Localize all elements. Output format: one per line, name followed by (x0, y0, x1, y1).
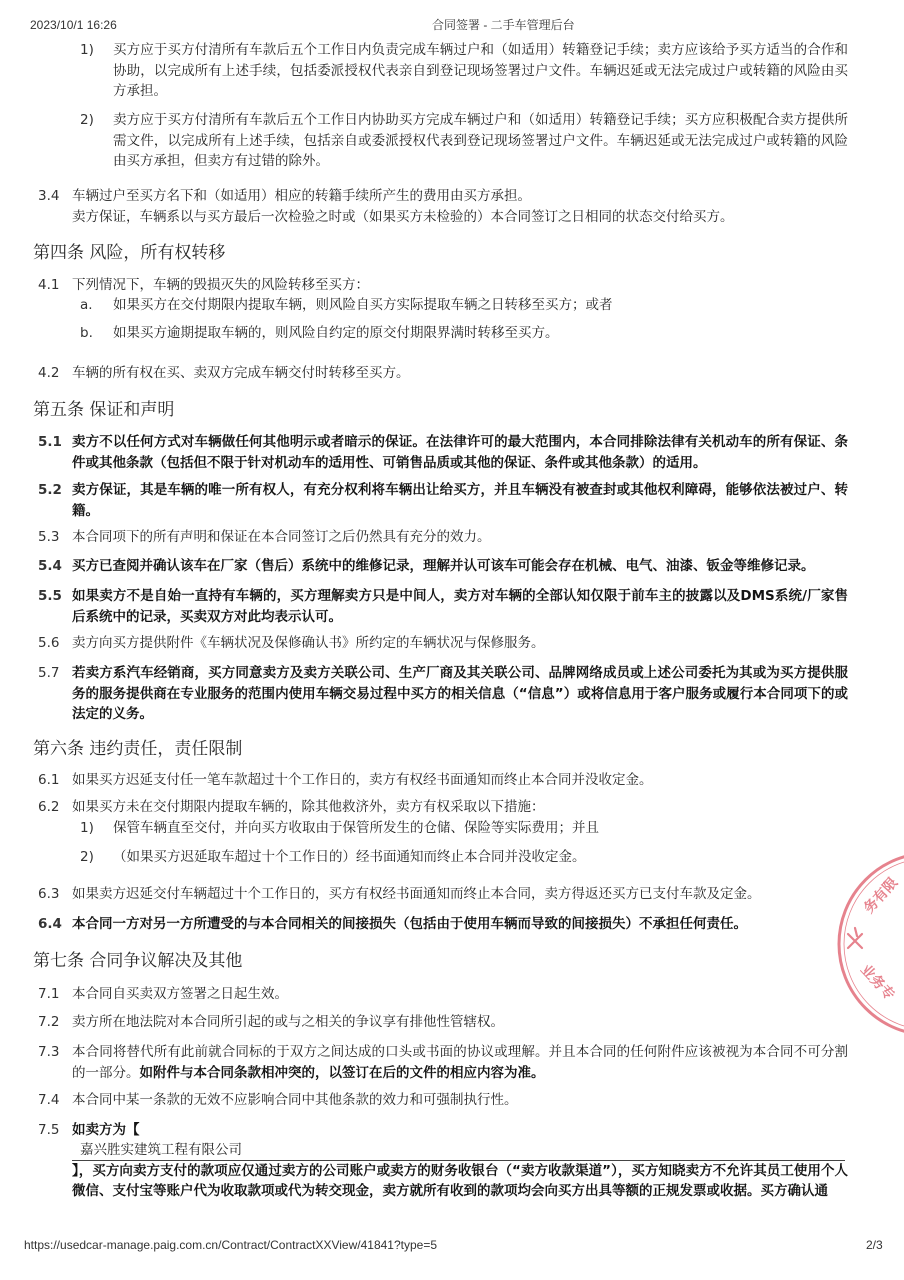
clause-number: 6.1 (38, 772, 60, 788)
seal-lettering-top: 务有限 (861, 874, 902, 917)
clause-body (72, 186, 848, 227)
clause-4-1-item-a (80, 295, 848, 316)
clause-number: 6.4 (38, 916, 62, 932)
clause-number: 5.1 (38, 434, 62, 450)
clause-text: 本合同项下的所有声明和保证在本合同签订之后仍然具有充分的效力。 (72, 529, 491, 545)
clause-text: 卖方保证，其是车辆的唯一所有权人，有充分权利将车辆出让给买方，并且车辆没有被查封或其他权利障碍，能够依法被过户、转籍。 (72, 482, 848, 519)
seal-mark (848, 928, 862, 948)
clause-lead-text: 如卖方为【 (72, 1122, 140, 1138)
clause-text-continued: 卖方保证，车辆系以与买方最后一次检验之时或（如果买方未检验的）本合同签订之日相同的状态交付给买方。 (72, 208, 734, 225)
clause-5-2 (38, 480, 848, 521)
clause-number: 7.2 (38, 1014, 60, 1030)
clause-7-3 (38, 1042, 848, 1083)
clause-5-5 (38, 586, 848, 627)
clause-6-2-item-1 (80, 818, 848, 839)
clause-6-2-item-2 (80, 847, 848, 868)
page-number: 2/3 (866, 1238, 883, 1252)
clause-number: 7.3 (38, 1044, 60, 1060)
clause-7-2 (38, 1012, 848, 1033)
clause-text: 本合同中某一条款的无效不应影响合同中其他条款的效力和可强制执行性。 (72, 1092, 518, 1108)
article-6-heading: 第六条 违约责任，责任限制 (33, 739, 243, 759)
item-marker: b. (80, 325, 93, 341)
clause-3-4 (38, 186, 848, 227)
clause-text: 卖方所在地法院对本合同所引起的或与之相关的争议享有排他性管辖权。 (72, 1014, 504, 1030)
item-marker: 1) (80, 42, 94, 58)
clause-number: 5.2 (38, 482, 62, 498)
clause-6-4 (38, 914, 848, 935)
clause-text: 车辆的所有权在买、卖双方完成车辆交付时转移至买方。 (72, 365, 410, 381)
clause-text: 如果卖方迟延交付车辆超过十个工作日的，买方有权经书面通知而终止本合同，卖方得返还买方已支付车款及定金。 (72, 886, 761, 902)
clause-number: 6.3 (38, 886, 60, 902)
clause-6-2 (38, 797, 848, 818)
seal-lettering-bottom: 业务专 (857, 961, 898, 1004)
item-text: 如果买方逾期提取车辆的，则风险自约定的原交付期限界满时转移至买方。 (113, 325, 559, 341)
item-text: 买方应于买方付清所有车款后五个工作日内负责完成车辆过户和（如适用）转籍登记手续；卖方应该给予买方适当的合作和协助，以完成所有上述手续，包括委派授权代表亲自到登记现场签署过户文件。车辆迟延或无法完成过户或转籍的风险由买方承担。 (113, 42, 848, 99)
clause-body (72, 1042, 848, 1083)
clause-7-1 (38, 984, 848, 1005)
clause-5-4 (38, 556, 848, 577)
clause-text: 下列情况下，车辆的毁损灭失的风险转移至买方： (72, 277, 369, 293)
item-marker: 2) (80, 849, 94, 865)
clause-5-7 (38, 663, 848, 725)
clause-text: 如果卖方不是自始一直持有车辆的，买方理解卖方只是中间人，卖方对车辆的全部认知仅限于前车主的披露以及DMS系统/厂家售后系统中的记录，买卖双方对此均表示认可。 (72, 588, 848, 625)
clause-6-3 (38, 884, 848, 905)
item-text: 卖方应于买方付清所有车款后五个工作日内协助买方完成车辆过户和（如适用）转籍登记手续；买方应积极配合卖方提供所需文件，以完成所有上述手续，包括亲自或委派授权代表到登记现场签署过户文件。车辆迟延或无法完成过户或转籍的风险由买方承担，但卖方有过错的除外。 (113, 112, 848, 169)
item-text: 如果买方在交付期限内提取车辆，则风险自买方实际提取车辆之日转移至买方；或者 (113, 297, 613, 313)
clause-text-emphasis: 如附件与本合同条款相冲突的，以签订在后的文件的相应内容为准。 (139, 1064, 545, 1081)
company-seal-stamp (830, 848, 904, 1040)
item-text: （如果买方迟延取车超过十个工作日的）经书面通知而终止本合同并没收定金。 (113, 849, 586, 865)
clause-number: 5.5 (38, 588, 62, 604)
clause-4-2 (38, 363, 848, 384)
clause-text: 本合同一方对另一方所遭受的与本合同相关的间接损失（包括由于使用车辆而导致的间接损失）不承担任何责任。 (72, 916, 747, 932)
clause-3-3-item-2 (80, 110, 848, 172)
clause-number: 7.1 (38, 986, 60, 1002)
clause-number: 3.4 (38, 188, 60, 204)
clause-number: 7.5 (38, 1122, 60, 1138)
clause-6-1 (38, 770, 848, 791)
clause-text: 卖方不以任何方式对车辆做任何其他明示或者暗示的保证。在法律许可的最大范围内，本合同排除法律有关机动车的所有保证、条件或其他条款（包括但不限于针对机动车的适用性、可销售品质或其他的保证、条件或其他条款）的适用。 (72, 434, 848, 471)
item-marker: 2) (80, 112, 94, 128)
clause-number: 7.4 (38, 1092, 60, 1108)
item-text: 保管车辆直至交付，并向买方收取由于保管所发生的仓储、保险等实际费用；并且 (113, 820, 599, 836)
clause-body (72, 1120, 848, 1202)
clause-text: 买方已查阅并确认该车在厂家（售后）系统中的维修记录，理解并认可该车可能会存在机械、电气、油漆、钣金等维修记录。 (72, 558, 815, 574)
clause-number: 5.6 (38, 635, 60, 651)
article-7-heading: 第七条 合同争议解决及其他 (33, 951, 243, 971)
clause-number: 4.2 (38, 365, 60, 381)
clause-text: 车辆过户至买方名下和（如适用）相应的转籍手续所产生的费用由买方承担。 (72, 188, 531, 204)
clause-text: 如果买方未在交付期限内提取车辆的，除其他救济外，卖方有权采取以下措施： (72, 799, 545, 815)
clause-7-4 (38, 1090, 848, 1111)
seller-company-field: 嘉兴胜实建筑工程有限公司 (72, 1141, 845, 1161)
clause-7-5 (38, 1120, 848, 1202)
article-5-heading: 第五条 保证和声明 (33, 400, 175, 420)
clause-text: 】，买方向卖方支付的款项应仅通过卖方的公司账户或卖方的财务收银台（“卖方收款渠道”），买方知晓卖方不允许其员工使用个人微信、支付宝等账户代为收取款项或代为转交现金，卖方就所有收到的款项均会向买方出具等额的正规发票或收据。买方确认通 (72, 1162, 848, 1199)
item-marker: a. (80, 297, 93, 313)
clause-5-1 (38, 432, 848, 473)
clause-number: 5.4 (38, 558, 62, 574)
clause-number: 5.7 (38, 665, 60, 681)
clause-text: 如果买方迟延支付任一笔车款超过十个工作日的，卖方有权经书面通知而终止本合同并没收定金。 (72, 772, 653, 788)
clause-number: 5.3 (38, 529, 60, 545)
item-marker: 1) (80, 820, 94, 836)
clause-4-1 (38, 275, 848, 296)
clause-text: 若卖方系汽车经销商，买方同意卖方及卖方关联公司、生产厂商及其关联公司、品牌网络成员或上述公司委托为其或为买方提供服务的服务提供商在专业服务的范围内使用车辆交易过程中买方的相关信息（“信息”）或将信息用于客户服务或履行本合同项下的或法定的义务。 (72, 665, 848, 722)
clause-4-1-item-b (80, 323, 848, 344)
article-4-heading: 第四条 风险，所有权转移 (33, 243, 226, 263)
clause-3-3-item-1 (80, 40, 848, 102)
clause-5-6 (38, 633, 848, 654)
clause-text: 本合同将替代所有此前就合同标的于双方之间达成的口头或书面的协议或理解。并且本合同的任何附件应该被视为本合同不可分割的一部分。 (72, 1044, 848, 1081)
page-title: 合同签署 - 二手车管理后台 (432, 18, 575, 32)
clause-number: 4.1 (38, 277, 60, 293)
clause-text: 卖方向买方提供附件《车辆状况及保修确认书》所约定的车辆状况与保修服务。 (72, 635, 545, 651)
clause-5-3 (38, 527, 848, 548)
clause-number: 6.2 (38, 799, 60, 815)
clause-text: 本合同自买卖双方签署之日起生效。 (72, 986, 288, 1002)
print-datetime: 2023/10/1 16:26 (30, 18, 117, 32)
page-url: https://usedcar-manage.paig.com.cn/Contract/ContractXXView/41841?type=5 (24, 1238, 438, 1252)
